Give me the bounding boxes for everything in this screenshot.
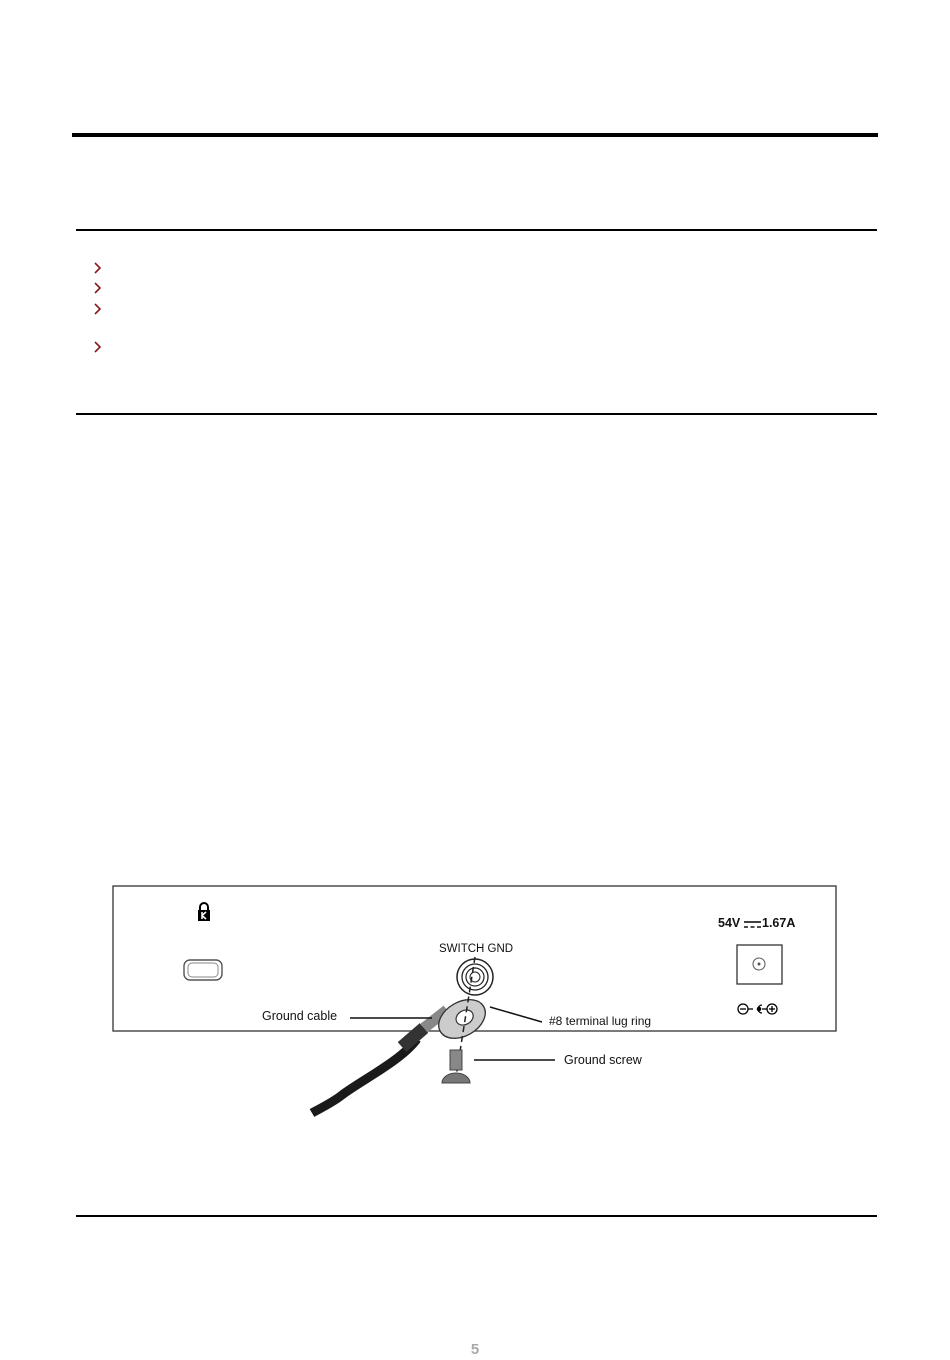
list-item [94, 282, 104, 294]
ground-cable-label: Ground cable [262, 1009, 338, 1023]
section-rule [76, 229, 877, 231]
section-rule [76, 1215, 877, 1217]
list-item [94, 341, 104, 353]
page-number: 5 [470, 1341, 480, 1358]
lug-ring-label: #8 terminal lug ring [549, 1014, 652, 1028]
chevron-right-icon [94, 341, 102, 353]
ground-cable [312, 1039, 417, 1113]
grounding-diagram [112, 885, 838, 1135]
list-item [94, 303, 104, 315]
chevron-right-icon [94, 282, 102, 294]
ground-screw [442, 1050, 470, 1083]
chevron-right-icon [94, 262, 102, 274]
switch-gnd-label: SWITCH GND [439, 943, 514, 955]
ground-screw-label: Ground screw [564, 1053, 642, 1067]
ground-socket [457, 959, 493, 995]
power-current-label: 1.67A [762, 916, 796, 930]
power-voltage-label: 54V [718, 916, 741, 930]
dc-power-jack [737, 945, 782, 984]
chevron-right-icon [94, 303, 102, 315]
section-rule [76, 413, 877, 415]
header-rule [72, 133, 878, 137]
list-item [94, 262, 104, 274]
